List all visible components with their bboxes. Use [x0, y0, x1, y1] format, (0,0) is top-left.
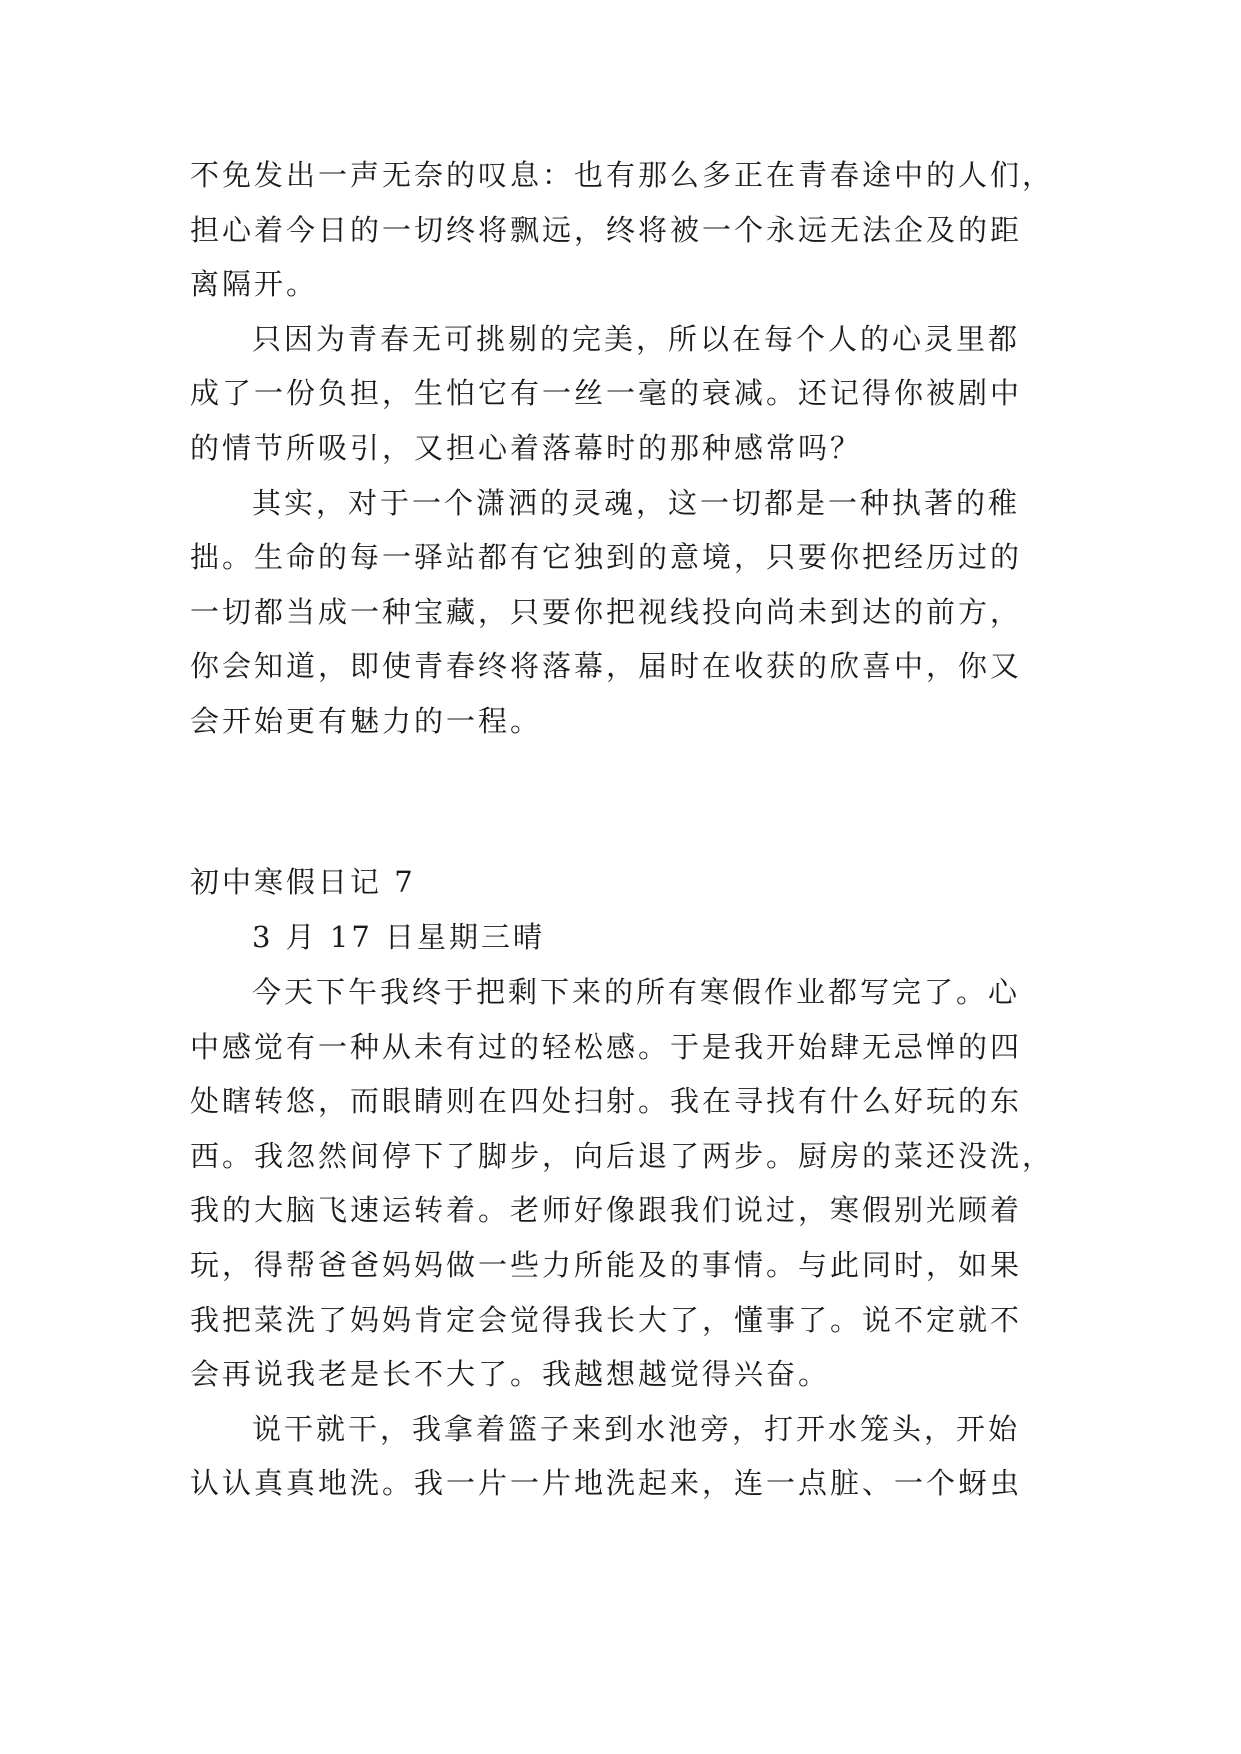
text-line: 中感觉有一种从未有过的轻松感。于是我开始肆无忌惮的四 — [190, 1030, 1023, 1064]
text-line: 我把菜洗了妈妈肯定会觉得我长大了，懂事了。说不定就不 — [190, 1303, 1023, 1337]
text-line: 其实，对于一个潇洒的灵魂，这一切都是一种执著的稚 — [252, 486, 1021, 520]
text-line: 拙。生命的每一驿站都有它独到的意境，只要你把经历过的 — [190, 540, 1023, 574]
text-line: 会开始更有魅力的一程。 — [190, 704, 543, 738]
text-line: 我的大脑飞速运转着。老师好像跟我们说过，寒假别光顾着 — [190, 1193, 1023, 1227]
text-line: 只因为青春无可挑剔的完美，所以在每个人的心灵里都 — [252, 322, 1021, 356]
text-line: 处瞎转悠，而眼睛则在四处扫射。我在寻找有什么好玩的东 — [190, 1084, 1023, 1118]
text-line: 西。我忽然间停下了脚步，向后退了两步。厨房的菜还没洗， — [190, 1139, 1055, 1173]
text-line: 一切都当成一种宝藏，只要你把视线投向尚未到达的前方， — [190, 595, 1023, 629]
section-title: 初中寒假日记 7 — [190, 865, 416, 899]
text-line: 不免发出一声无奈的叹息：也有那么多正在青春途中的人们， — [190, 158, 1055, 192]
text-line: 今天下午我终于把剩下来的所有寒假作业都写完了。心 — [252, 975, 1021, 1009]
text-line: 担心着今日的一切终将飘远，终将被一个永远无法企及的距 — [190, 213, 1023, 247]
text-line: 认认真真地洗。我一片一片地洗起来，连一点脏、一个蚜虫 — [190, 1466, 1023, 1500]
text-line: 玩，得帮爸爸妈妈做一些力所能及的事情。与此同时，如果 — [190, 1248, 1023, 1282]
text-line: 离隔开。 — [190, 267, 319, 301]
text-line: 的情节所吸引，又担心着落幕时的那种感常吗？ — [190, 431, 863, 465]
text-line: 成了一份负担，生怕它有一丝一毫的衰减。还记得你被剧中 — [190, 376, 1023, 410]
text-line: 你会知道，即使青春终将落幕，届时在收获的欣喜中，你又 — [190, 649, 1023, 683]
diary-date: 3 月 17 日星期三晴 — [252, 920, 546, 954]
text-line: 说干就干，我拿着篮子来到水池旁，打开水笼头，开始 — [252, 1412, 1021, 1446]
text-line: 会再说我老是长不大了。我越想越觉得兴奋。 — [190, 1357, 831, 1391]
